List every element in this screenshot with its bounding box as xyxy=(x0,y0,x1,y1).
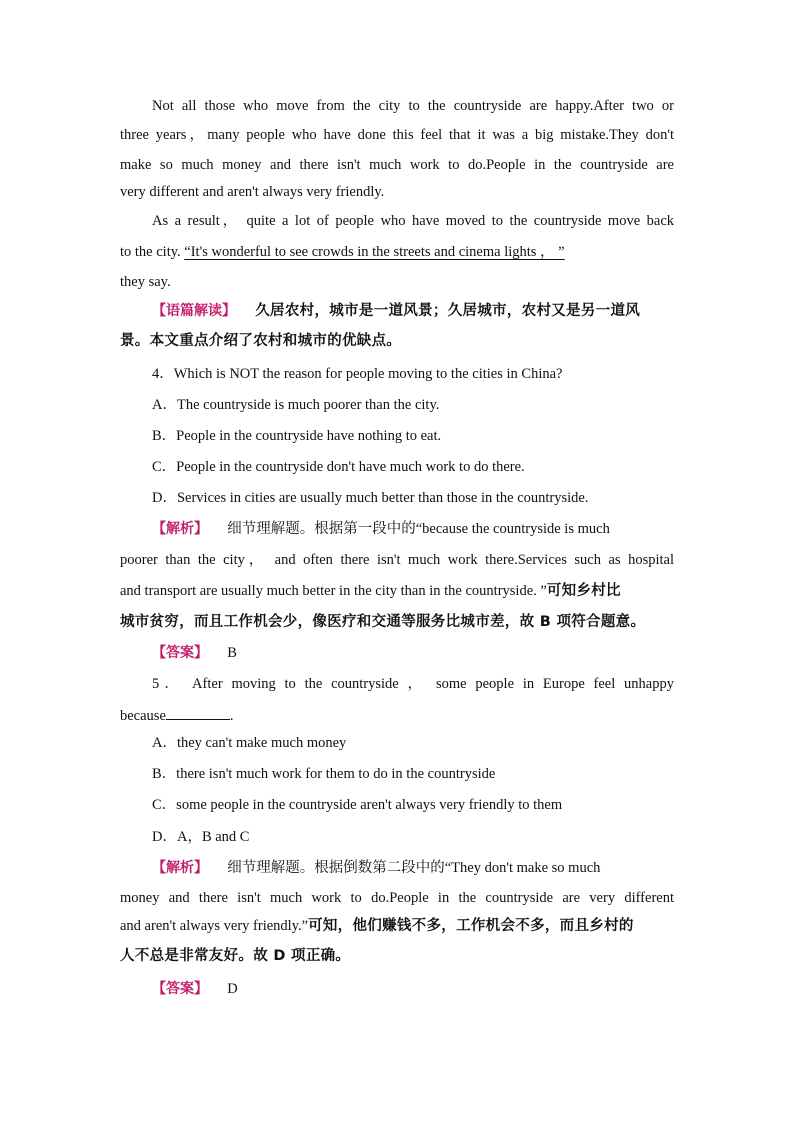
passage-text: to the city. xyxy=(120,244,181,260)
question-text: . xyxy=(229,708,234,724)
analysis-text-en: “because the countryside is much xyxy=(415,521,610,537)
answer-value: D xyxy=(227,981,238,997)
option-d: D．Services in cities are usually much better than those in the countryside. xyxy=(152,490,589,506)
overview-line: 景。本文重点介绍了农村和城市的优缺点。 xyxy=(120,333,402,349)
question-stem: 5． After moving to the countryside ， some people in Europe feel unhappy xyxy=(152,676,674,692)
passage-line: three years，many people who have done this feel that it was a big mistake.They don't xyxy=(120,127,674,143)
answer-line xyxy=(152,643,674,663)
question-stem: 4．Which is NOT the reason for people moving to the cities in China? xyxy=(152,366,563,382)
analysis-text-cn: 细节理解题。根据倒数第二段中的 xyxy=(227,860,445,876)
answer-value: B xyxy=(227,645,237,661)
option-c: C．People in the countryside don't have much work to do there. xyxy=(152,459,525,475)
analysis-line: 人不总是非常友好。故 D 项正确。 xyxy=(120,948,351,964)
option-c: C．some people in the countryside aren't always very friendly to them xyxy=(152,797,563,813)
analysis-text-cn: 可知乡村比 xyxy=(546,583,621,599)
analysis-line xyxy=(120,916,674,936)
analysis-line: money and there isn't much work to do.People in the countryside are very different xyxy=(120,890,674,906)
answer-blank xyxy=(166,705,230,720)
passage-line: very different and aren't always very friendly. xyxy=(120,184,385,200)
analysis-line xyxy=(152,519,674,539)
question-text: because xyxy=(120,708,166,724)
analysis-text-cn: 细节理解题。根据第一段中的 xyxy=(227,521,416,537)
analysis-text-en: and transport are usually much better in the city than in the countryside. ” xyxy=(120,583,547,599)
answer-tag: 【答案】 xyxy=(152,981,208,997)
option-b: B．People in the countryside have nothing to eat. xyxy=(152,428,442,444)
answer-line xyxy=(152,979,674,999)
option-a: A．they can't make much money xyxy=(152,735,347,751)
overview-tag: 【语篇解读】 xyxy=(152,303,236,319)
option-b: B．there isn't much work for them to do in the countryside xyxy=(152,766,496,782)
passage-line-quote xyxy=(120,242,674,262)
analysis-tag: 【解析】 xyxy=(152,860,208,876)
analysis-line xyxy=(120,581,674,601)
overview-line xyxy=(152,301,674,321)
passage-line: As a result， quite a lot of people who have moved to the countryside move back xyxy=(152,213,674,229)
passage-line: they say. xyxy=(120,274,171,290)
option-a: A．The countryside is much poorer than the city. xyxy=(152,397,440,413)
analysis-text-en: and aren't always very friendly.” xyxy=(120,918,309,934)
question-stem xyxy=(120,705,674,726)
analysis-line: poorer than the city， and often there isn't much work there.Services such as hospital xyxy=(120,552,674,568)
analysis-line: 城市贫穷，而且工作机会少，像医疗和交通等服务比城市差，故 B 项符合题意。 xyxy=(120,614,646,630)
passage-line: Not all those who move from the city to the countryside are happy.After two or xyxy=(152,98,674,114)
analysis-tag: 【解析】 xyxy=(152,521,208,537)
analysis-text-cn: 可知，他们赚钱不多，工作机会不多，而且乡村的 xyxy=(308,918,634,934)
passage-line: make so much money and there isn't much work to do.People in the countryside are xyxy=(120,157,674,173)
analysis-line xyxy=(152,858,674,878)
answer-tag: 【答案】 xyxy=(152,645,208,661)
underlined-quote: “It's wonderful to see crowds in the streets and cinema lights ， ” xyxy=(184,244,565,260)
overview-text: 久居农村，城市是一道风景；久居城市，农村又是另一道风 xyxy=(255,303,641,319)
option-d: D．A，B and C xyxy=(152,829,250,845)
analysis-text-en: “They don't make so much xyxy=(444,860,601,876)
